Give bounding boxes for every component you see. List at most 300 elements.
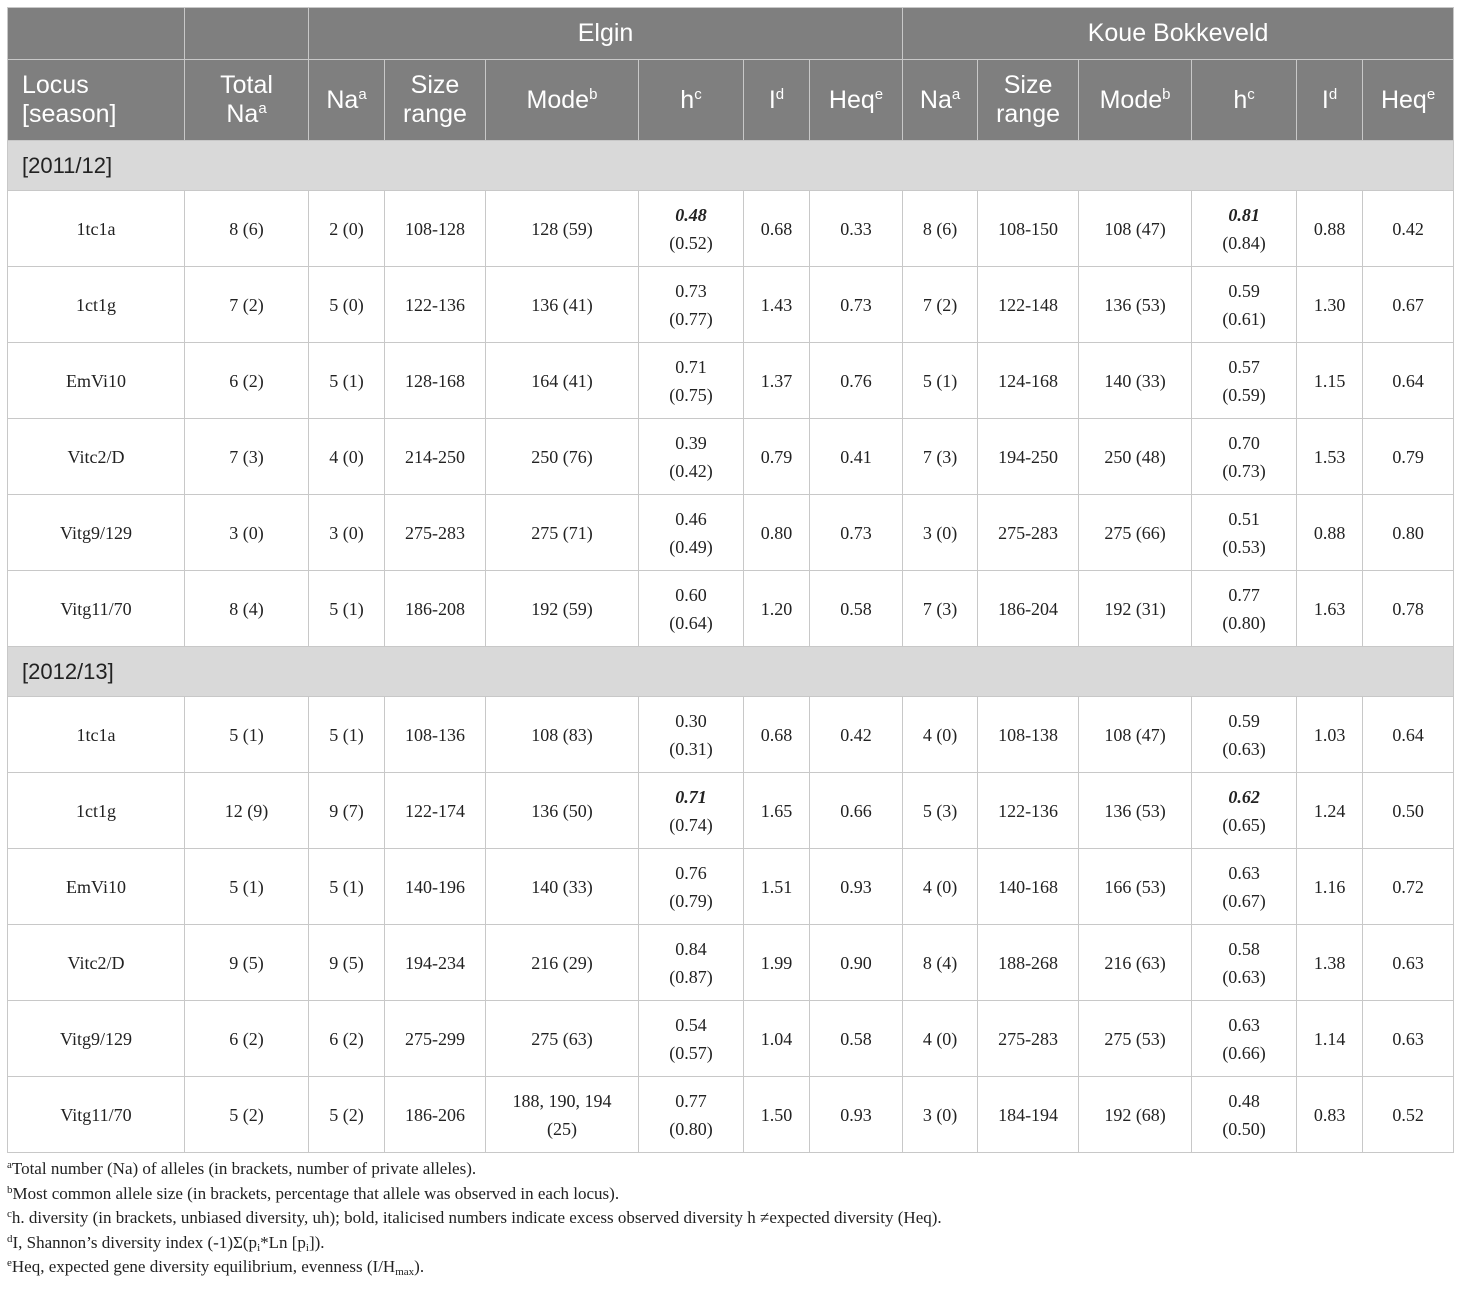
elgin-na-cell [309, 925, 385, 1001]
locus-cell [8, 191, 185, 267]
koue-h-cell-value: (0.59) [1222, 384, 1266, 405]
koue-heq-cell-value: 0.50 [1392, 800, 1424, 821]
elgin-size-range-cell-value: 186-208 [405, 598, 465, 619]
elgin-mode-cell [486, 495, 639, 571]
elgin-mode-cell [486, 697, 639, 773]
footnote-e [7, 1255, 1453, 1280]
koue-h-cell-value: 0.59 [1228, 710, 1260, 731]
table-row [8, 773, 1454, 849]
footnote-mark: a [7, 1159, 12, 1171]
total-na-cell-value: 8 (4) [229, 598, 264, 619]
koue-size-range-cell-value: 140-168 [998, 876, 1059, 897]
koue-heq-cell-value: 0.64 [1392, 370, 1424, 391]
elgin-h-cell-value: 0.46 [675, 508, 707, 529]
footnote-marker: b [1162, 85, 1171, 103]
footnote-marker: b [589, 85, 598, 103]
elgin-h-cell-value: 0.48 [675, 204, 707, 225]
elgin-na-cell [309, 191, 385, 267]
koue-mode-cell-value: 192 (68) [1104, 1104, 1166, 1125]
koue-na-cell [903, 773, 978, 849]
koue-na-cell-value: 8 (4) [922, 952, 958, 973]
header-size-line1: Size [1003, 71, 1053, 99]
elgin-heq-cell [810, 773, 903, 849]
locus-cell-value: 1ct1g [76, 800, 116, 821]
elgin-size-range-cell [385, 697, 486, 773]
koue-i-cell [1297, 773, 1363, 849]
koue-mode-cell [1079, 267, 1192, 343]
koue-mode-cell [1079, 419, 1192, 495]
elgin-mode-cell [486, 191, 639, 267]
koue-size-range-cell-value: 108-138 [998, 724, 1059, 745]
elgin-mode-cell-value: 188, 190, 194 [512, 1090, 612, 1111]
koue-mode-cell-value: 192 (31) [1104, 598, 1166, 619]
elgin-h-cell [639, 343, 744, 419]
koue-na-cell-value: 5 (1) [922, 370, 958, 391]
total-na-cell-value: 5 (1) [229, 876, 264, 897]
elgin-i-cell-value: 1.20 [760, 598, 793, 619]
header-elgin-heq [810, 60, 903, 141]
koue-h-cell-value: 0.63 [1228, 862, 1260, 883]
koue-h-cell-value: (0.63) [1222, 966, 1266, 987]
elgin-mode-cell [486, 773, 639, 849]
header-koue-size-range [978, 60, 1079, 141]
elgin-size-range-cell-value: 214-250 [405, 446, 465, 467]
footnote-marker: e [1426, 85, 1436, 103]
koue-h-cell-value: (0.53) [1222, 536, 1266, 557]
total-na-cell-value: 7 (3) [229, 446, 264, 467]
koue-h-cell [1192, 697, 1297, 773]
total-na-cell [185, 419, 309, 495]
header-size-line2: range [403, 100, 467, 128]
total-na-cell-value: 5 (2) [229, 1104, 264, 1125]
elgin-i-cell [744, 571, 810, 647]
koue-h-cell-value: (0.73) [1222, 460, 1266, 481]
koue-heq-cell [1363, 773, 1454, 849]
elgin-h-cell [639, 191, 744, 267]
elgin-mode-cell [486, 849, 639, 925]
elgin-na-cell [309, 267, 385, 343]
koue-size-range-cell [978, 1001, 1079, 1077]
elgin-i-cell-value: 1.43 [760, 294, 793, 315]
locus-cell-value: Vitg9/129 [60, 1028, 132, 1049]
elgin-i-cell-value: 0.68 [760, 218, 793, 239]
elgin-heq-cell-value: 0.42 [840, 724, 872, 745]
footnote-sub: i [257, 1241, 261, 1254]
koue-size-range-cell [978, 267, 1079, 343]
koue-na-cell [903, 191, 978, 267]
header-elgin-na [309, 60, 385, 141]
total-na-cell [185, 849, 309, 925]
elgin-na-cell-value: 6 (2) [329, 1028, 364, 1049]
elgin-mode-cell [486, 571, 639, 647]
elgin-h-cell-value: 0.77 [675, 1090, 707, 1111]
footnote-text: *Ln [p [260, 1232, 306, 1252]
koue-h-cell-value: 0.77 [1228, 584, 1260, 605]
table-row [8, 1001, 1454, 1077]
koue-size-range-cell [978, 773, 1079, 849]
koue-i-cell-value: 1.14 [1313, 1028, 1346, 1049]
elgin-heq-cell-value: 0.41 [840, 446, 872, 467]
header-blank-locus [8, 8, 185, 60]
elgin-mode-cell [486, 267, 639, 343]
koue-size-range-cell [978, 1077, 1079, 1153]
header-blank-total [185, 8, 309, 60]
locus-cell-value: Vitc2/D [67, 952, 125, 973]
elgin-h-cell-value: 0.30 [675, 710, 707, 731]
koue-size-range-cell-value: 275-283 [998, 522, 1059, 543]
koue-size-range-cell-value: 124-168 [998, 370, 1059, 391]
elgin-size-range-cell [385, 419, 486, 495]
koue-h-cell [1192, 191, 1297, 267]
elgin-size-range-cell [385, 773, 486, 849]
footnote-c [7, 1206, 1453, 1231]
koue-mode-cell-value: 108 (47) [1104, 218, 1166, 239]
footnote-marker: a [358, 85, 367, 103]
footnote-text: Most common allele size (in brackets, percentage that allele was observed in each locus). [12, 1183, 620, 1203]
header-koue-i [1297, 60, 1363, 141]
header-koue-heq [1363, 60, 1454, 141]
locus-cell-value: EmVi10 [66, 876, 126, 897]
koue-heq-cell-value: 0.78 [1392, 598, 1424, 619]
koue-size-range-cell [978, 343, 1079, 419]
koue-na-cell [903, 1077, 978, 1153]
header-elgin-mode [486, 60, 639, 141]
koue-h-cell-value: 0.51 [1228, 508, 1260, 529]
elgin-mode-cell [486, 1077, 639, 1153]
footnote-text: ]). [308, 1232, 325, 1252]
koue-i-cell-value: 1.63 [1313, 598, 1346, 619]
footnote-marker: c [1247, 85, 1255, 103]
elgin-mode-cell-value: 128 (59) [531, 218, 593, 239]
elgin-heq-cell [810, 267, 903, 343]
locus-cell-value: Vitg11/70 [60, 1104, 132, 1125]
elgin-na-cell [309, 849, 385, 925]
koue-size-range-cell-value: 108-150 [998, 218, 1059, 239]
locus-cell-value: Vitg9/129 [60, 522, 132, 543]
locus-cell [8, 697, 185, 773]
koue-size-range-cell [978, 191, 1079, 267]
elgin-h-cell-value: (0.75) [669, 384, 713, 405]
elgin-i-cell-value: 1.37 [760, 370, 793, 391]
elgin-heq-cell [810, 343, 903, 419]
koue-i-cell-value: 1.53 [1313, 446, 1346, 467]
koue-i-cell [1297, 419, 1363, 495]
koue-mode-cell [1079, 495, 1192, 571]
koue-heq-cell-value: 0.67 [1392, 294, 1424, 315]
koue-size-range-cell-value: 186-204 [998, 598, 1059, 619]
elgin-na-cell-value: 5 (1) [329, 876, 364, 897]
elgin-h-cell [639, 1077, 744, 1153]
table-body [8, 141, 1454, 1153]
elgin-na-cell [309, 419, 385, 495]
elgin-mode-cell-value: 140 (33) [531, 876, 593, 897]
total-na-cell-value: 6 (2) [229, 1028, 264, 1049]
elgin-heq-cell [810, 697, 903, 773]
koue-mode-cell-value: 136 (53) [1104, 800, 1166, 821]
elgin-size-range-cell-value: 140-196 [405, 876, 465, 897]
elgin-na-cell-value: 5 (1) [329, 598, 364, 619]
footnote-text: Total number (Na) of alleles (in brackets, number of private alleles). [11, 1159, 477, 1178]
footnote-text: Heq, expected gene diversity equilibrium, evenness (I/H [11, 1257, 396, 1276]
elgin-h-cell [639, 1001, 744, 1077]
elgin-i-cell [744, 1077, 810, 1153]
elgin-h-cell-value: (0.87) [669, 966, 713, 987]
footnote-text: I, Shannon’s diversity index (-1)Σ(p [12, 1232, 258, 1252]
elgin-mode-cell-value: 136 (41) [531, 294, 593, 315]
locus-cell-value: 1ct1g [76, 294, 116, 315]
header-size-line1: Size [410, 71, 460, 99]
table-row [8, 343, 1454, 419]
elgin-h-cell [639, 849, 744, 925]
footnote-text: ). [414, 1257, 425, 1276]
koue-size-range-cell-value: 188-268 [998, 952, 1059, 973]
koue-i-cell [1297, 191, 1363, 267]
elgin-size-range-cell-value: 128-168 [405, 370, 465, 391]
header-total-na-text: Na [226, 100, 259, 128]
koue-i-cell [1297, 571, 1363, 647]
koue-na-cell [903, 697, 978, 773]
koue-heq-cell [1363, 849, 1454, 925]
footnote-sub: max [395, 1266, 415, 1278]
koue-h-cell-value: (0.65) [1222, 814, 1266, 835]
table-row [8, 571, 1454, 647]
elgin-size-range-cell [385, 925, 486, 1001]
total-na-cell [185, 1001, 309, 1077]
elgin-h-cell [639, 571, 744, 647]
koue-h-cell-value: 0.58 [1228, 938, 1260, 959]
koue-i-cell [1297, 1077, 1363, 1153]
koue-size-range-cell [978, 571, 1079, 647]
koue-heq-cell-value: 0.79 [1392, 446, 1424, 467]
header-heq-text: Heq [1380, 85, 1427, 114]
elgin-heq-cell-value: 0.90 [840, 952, 872, 973]
elgin-mode-cell [486, 419, 639, 495]
locus-cell [8, 773, 185, 849]
elgin-na-cell-value: 5 (2) [329, 1104, 364, 1125]
koue-heq-cell-value: 0.42 [1392, 218, 1424, 239]
elgin-h-cell-value: (0.52) [669, 232, 713, 253]
footnote-marker: d [775, 85, 785, 103]
elgin-na-cell-value: 3 (0) [329, 522, 364, 543]
table-row [8, 1077, 1454, 1153]
koue-h-cell-value: (0.63) [1222, 738, 1266, 759]
elgin-size-range-cell-value: 275-283 [405, 522, 465, 543]
elgin-h-cell-value: (0.74) [669, 814, 713, 835]
header-h-text: h [1233, 85, 1248, 114]
locus-cell [8, 1077, 185, 1153]
koue-h-cell [1192, 267, 1297, 343]
elgin-h-cell-value: 0.60 [675, 584, 707, 605]
header-i-text: I [768, 85, 776, 114]
elgin-heq-cell-value: 0.66 [840, 800, 872, 821]
koue-i-cell [1297, 925, 1363, 1001]
total-na-cell-value: 3 (0) [229, 522, 264, 543]
footnote-marker: a [258, 100, 267, 117]
elgin-i-cell-value: 1.99 [760, 952, 793, 973]
footnote-mark: d [7, 1232, 13, 1245]
elgin-mode-cell-value: 250 (76) [531, 446, 593, 467]
elgin-heq-cell-value: 0.76 [840, 370, 872, 391]
koue-heq-cell-value: 0.72 [1392, 876, 1424, 897]
elgin-i-cell-value: 1.04 [760, 1028, 793, 1049]
elgin-h-cell-value: 0.71 [675, 786, 707, 807]
koue-h-cell-value: (0.84) [1222, 232, 1266, 253]
elgin-mode-cell-value: 164 (41) [531, 370, 593, 391]
elgin-size-range-cell [385, 1077, 486, 1153]
header-mode-text: Mode [1099, 85, 1163, 114]
locus-cell [8, 495, 185, 571]
elgin-i-cell [744, 267, 810, 343]
koue-size-range-cell-value: 184-194 [998, 1104, 1059, 1125]
elgin-na-cell-value: 4 (0) [329, 446, 364, 467]
elgin-i-cell [744, 849, 810, 925]
koue-size-range-cell-value: 275-283 [998, 1028, 1059, 1049]
koue-na-cell-value: 4 (0) [922, 724, 958, 745]
koue-size-range-cell [978, 925, 1079, 1001]
header-elgin-i [744, 60, 810, 141]
elgin-size-range-cell [385, 495, 486, 571]
elgin-heq-cell-value: 0.73 [840, 294, 872, 315]
koue-h-cell-value: (0.50) [1222, 1118, 1266, 1139]
elgin-na-cell-value: 9 (5) [329, 952, 364, 973]
koue-na-cell-value: 8 (6) [922, 218, 958, 239]
koue-i-cell [1297, 267, 1363, 343]
header-locus [8, 60, 185, 141]
koue-h-cell-value: 0.70 [1228, 432, 1260, 453]
header-koue-h [1192, 60, 1297, 141]
koue-h-cell-value: 0.57 [1228, 356, 1260, 377]
koue-h-cell-value: (0.80) [1222, 612, 1266, 633]
header-koue-mode [1079, 60, 1192, 141]
elgin-heq-cell-value: 0.58 [840, 598, 872, 619]
elgin-heq-cell-value: 0.73 [840, 522, 872, 543]
locus-cell [8, 267, 185, 343]
elgin-mode-cell-value: 275 (63) [531, 1028, 593, 1049]
elgin-na-cell [309, 1001, 385, 1077]
section-label: [2012/13] [8, 647, 1454, 697]
elgin-h-cell-value: (0.64) [669, 612, 713, 633]
total-na-cell-value: 12 (9) [224, 800, 269, 821]
koue-i-cell [1297, 849, 1363, 925]
koue-i-cell-value: 0.88 [1313, 522, 1346, 543]
elgin-heq-cell [810, 925, 903, 1001]
koue-mode-cell-value: 275 (53) [1104, 1028, 1166, 1049]
elgin-i-cell-value: 0.80 [760, 522, 793, 543]
elgin-size-range-cell-value: 122-136 [405, 294, 465, 315]
koue-h-cell-value: 0.59 [1228, 280, 1260, 301]
elgin-i-cell-value: 1.51 [760, 876, 793, 897]
elgin-heq-cell [810, 849, 903, 925]
footnote-marker: c [694, 85, 702, 103]
header-elgin-size-range [385, 60, 486, 141]
locus-cell-value: EmVi10 [66, 370, 126, 391]
header-heq-text: Heq [828, 85, 875, 114]
total-na-cell [185, 773, 309, 849]
koue-mode-cell [1079, 191, 1192, 267]
koue-i-cell-value: 0.83 [1313, 1104, 1346, 1125]
koue-na-cell [903, 849, 978, 925]
table-row [8, 191, 1454, 267]
koue-size-range-cell [978, 849, 1079, 925]
elgin-na-cell-value: 5 (0) [329, 294, 364, 315]
koue-na-cell [903, 419, 978, 495]
koue-h-cell [1192, 343, 1297, 419]
koue-heq-cell [1363, 495, 1454, 571]
elgin-h-cell [639, 773, 744, 849]
elgin-i-cell-value: 0.68 [760, 724, 793, 745]
elgin-size-range-cell-value: 186-206 [405, 1104, 465, 1125]
koue-heq-cell-value: 0.52 [1392, 1104, 1424, 1125]
koue-i-cell-value: 1.38 [1313, 952, 1346, 973]
koue-heq-cell-value: 0.64 [1392, 724, 1424, 745]
koue-h-cell [1192, 849, 1297, 925]
koue-heq-cell-value: 0.80 [1392, 522, 1424, 543]
koue-h-cell-value: (0.67) [1222, 890, 1266, 911]
elgin-h-cell-value: 0.76 [675, 862, 707, 883]
elgin-na-cell [309, 697, 385, 773]
total-na-cell-value: 9 (5) [229, 952, 264, 973]
elgin-size-range-cell [385, 571, 486, 647]
koue-mode-cell-value: 108 (47) [1104, 724, 1166, 745]
elgin-heq-cell-value: 0.33 [840, 218, 872, 239]
header-locus-line2: [season] [22, 100, 117, 128]
koue-h-cell-value: 0.81 [1228, 204, 1260, 225]
elgin-h-cell [639, 925, 744, 1001]
koue-i-cell-value: 1.16 [1313, 876, 1346, 897]
koue-h-cell-value: 0.62 [1228, 786, 1260, 807]
elgin-h-cell [639, 419, 744, 495]
elgin-na-cell-value: 5 (1) [329, 724, 364, 745]
koue-i-cell-value: 1.30 [1313, 294, 1346, 315]
header-mode-text: Mode [526, 85, 590, 114]
koue-i-cell-value: 0.88 [1313, 218, 1346, 239]
elgin-na-cell [309, 495, 385, 571]
koue-h-cell [1192, 1077, 1297, 1153]
koue-heq-cell [1363, 191, 1454, 267]
koue-mode-cell [1079, 343, 1192, 419]
elgin-i-cell [744, 697, 810, 773]
koue-h-cell [1192, 925, 1297, 1001]
koue-heq-cell [1363, 697, 1454, 773]
header-elgin-h [639, 60, 744, 141]
footnote-a [7, 1157, 1453, 1182]
koue-h-cell-value: 0.48 [1228, 1090, 1260, 1111]
koue-na-cell [903, 571, 978, 647]
elgin-h-cell-value: (0.31) [669, 738, 713, 759]
header-koue-na [903, 60, 978, 141]
koue-size-range-cell-value: 122-148 [998, 294, 1059, 315]
elgin-heq-cell [810, 1077, 903, 1153]
elgin-size-range-cell-value: 275-299 [405, 1028, 465, 1049]
elgin-i-cell [744, 343, 810, 419]
koue-heq-cell [1363, 419, 1454, 495]
elgin-heq-cell [810, 191, 903, 267]
locus-cell [8, 571, 185, 647]
elgin-size-range-cell-value: 194-234 [405, 952, 465, 973]
elgin-heq-cell-value: 0.58 [840, 1028, 872, 1049]
koue-heq-cell [1363, 343, 1454, 419]
footnote-marker: a [951, 85, 961, 103]
koue-mode-cell [1079, 773, 1192, 849]
koue-mode-cell [1079, 571, 1192, 647]
total-na-cell-value: 8 (6) [229, 218, 264, 239]
koue-i-cell-value: 1.24 [1313, 800, 1346, 821]
koue-mode-cell-value: 140 (33) [1104, 370, 1166, 391]
locus-cell [8, 1001, 185, 1077]
elgin-size-range-cell-value: 108-128 [405, 218, 465, 239]
footnotes [7, 1157, 1453, 1280]
elgin-h-cell-value: 0.39 [675, 432, 707, 453]
